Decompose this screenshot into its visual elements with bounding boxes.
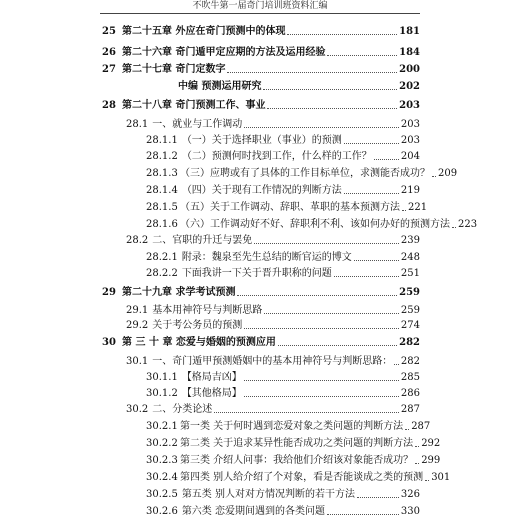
toc-entry[interactable]: [146, 387, 420, 400]
toc-entry-title: （二）预测何时找到工作，什么样的工作？: [181, 151, 372, 162]
toc-entry-page-number: 200: [399, 64, 420, 75]
toc-entry-number: 30.2.2: [146, 438, 178, 449]
toc-entry-number: 28.1.6: [146, 219, 178, 230]
toc-entry-number: 30.2: [126, 404, 149, 415]
toc-entry-number: 30.2.1: [146, 421, 178, 432]
toc-entry-page-number: 203: [399, 100, 420, 111]
toc-entry-title: （三）应聘或有了具体的工作目标单位，求测能否成功？: [180, 168, 430, 179]
toc-entry[interactable]: [146, 167, 458, 180]
leader-dots: [415, 446, 419, 447]
toc-entry-title: 第六类 恋爱期间遇到的各类问题: [181, 506, 325, 517]
toc-entry[interactable]: [102, 336, 420, 349]
toc-entry[interactable]: [146, 251, 420, 264]
toc-entry[interactable]: [102, 25, 420, 38]
leader-dots: [344, 193, 399, 194]
leader-dots: [244, 396, 399, 397]
toc-entry[interactable]: [146, 134, 420, 147]
toc-entry-page-number: 282: [399, 337, 420, 348]
leader-dots: [415, 463, 419, 464]
leader-dots: [287, 34, 397, 35]
toc-entry-page-number: 274: [400, 320, 420, 331]
toc-entry-page-number: 203: [400, 135, 420, 146]
toc-entry-number: 28.2: [126, 235, 149, 246]
toc-entry-page-number: 181: [399, 26, 420, 37]
leader-dots: [227, 72, 397, 73]
toc-entry-number: 28.2.1: [146, 252, 178, 263]
toc-entry[interactable]: [146, 371, 420, 384]
toc-entry[interactable]: [102, 286, 420, 299]
toc-entry[interactable]: [126, 319, 420, 332]
leader-dots: [214, 412, 399, 413]
toc-entry-title: 一、就业与工作调动: [152, 119, 243, 130]
toc-entry[interactable]: [146, 437, 441, 450]
toc-entry-page-number: 184: [399, 47, 420, 58]
toc-entry-title: 二、官职的升迁与罢免: [152, 235, 253, 246]
toc-entry-title: 中编 预测运用研究: [178, 81, 262, 92]
toc-entry[interactable]: [102, 63, 420, 76]
toc-entry[interactable]: [146, 150, 420, 163]
toc-entry[interactable]: [146, 488, 420, 501]
toc-entry[interactable]: [126, 234, 420, 247]
toc-entry-number: 28.1: [126, 119, 149, 130]
toc-entry-page-number: 223: [458, 219, 478, 230]
toc-entry-number: 30.2.4: [146, 472, 178, 483]
toc-entry-number: 29.1: [126, 305, 149, 316]
toc-entry[interactable]: [146, 505, 420, 518]
toc-entry-page-number: 326: [400, 489, 420, 500]
toc-entry-page-number: 248: [400, 252, 420, 263]
toc-entry-page-number: 259: [400, 305, 420, 316]
toc-entry-number: 28.1.3: [146, 168, 178, 179]
toc-entry[interactable]: [146, 267, 420, 280]
toc-entry-title: 【其他格局】: [181, 388, 242, 399]
toc-entry-page-number: 202: [399, 81, 420, 92]
toc-entry-number: 28.2.2: [146, 268, 178, 279]
leader-dots: [402, 210, 406, 211]
toc-entry-number: 30.2.5: [146, 489, 178, 500]
toc-entry-page-number: 221: [408, 202, 428, 213]
toc-entry-page-number: 239: [400, 235, 420, 246]
toc-entry-title: 第二十五章 外应在奇门预测中的体现: [122, 26, 286, 37]
toc-entry-number: 30.2.6: [146, 506, 178, 517]
toc-entry-page-number: 287: [400, 404, 420, 415]
leader-dots: [425, 480, 429, 481]
toc-entry-page-number: 287: [411, 421, 431, 432]
toc-entry-number: 30: [102, 337, 116, 348]
leader-dots: [254, 243, 399, 244]
toc-entry[interactable]: [126, 403, 420, 416]
toc-entry-page-number: 219: [400, 185, 420, 196]
leader-dots: [263, 89, 397, 90]
leader-dots: [452, 227, 456, 228]
toc-entry[interactable]: [102, 46, 420, 59]
toc-entry-number: 27: [102, 64, 116, 75]
toc-entry[interactable]: [126, 118, 420, 131]
toc-entry-title: 第二十六章 奇门遁甲定应期的方法及运用经验: [122, 47, 326, 58]
toc-entry[interactable]: [146, 454, 441, 467]
toc-entry-title: 一、奇门遁甲预测婚姻中的基本用神符号与判断思路：: [152, 356, 393, 367]
toc-entry-number: 28.1.5: [146, 202, 178, 213]
toc-entry-number: 29: [102, 287, 116, 298]
toc-entry[interactable]: [146, 201, 428, 214]
toc-entry-number: 30.1: [126, 356, 149, 367]
leader-dots: [237, 295, 397, 296]
toc-entry-title: 基本用神符号与判断思路: [152, 305, 263, 316]
toc-entry[interactable]: [146, 471, 451, 484]
toc-entry-title: （六）工作调动好不好、辞职利不利、该如何办好的预测方法: [180, 219, 450, 230]
leader-dots: [405, 429, 409, 430]
toc-entry-page-number: 330: [400, 506, 420, 517]
toc-entry-page-number: 203: [400, 119, 420, 130]
toc-entry-title: 附录：魏泉至先生总结的断官运的博文: [181, 252, 352, 263]
toc-entry-title: 第二类 关于追求某异性能否成功之类问题的判断方法: [180, 438, 414, 449]
toc-entry-number: 25: [102, 26, 116, 37]
toc-entry-title: （五）关于工作调动、辞职、革职的基本预测方法: [180, 202, 400, 213]
toc-entry-title: 二、分类论述: [152, 404, 213, 415]
toc-entry-number: 28.1.2: [146, 151, 178, 162]
toc-entry[interactable]: [126, 304, 420, 317]
toc-entry-page-number: 301: [431, 472, 451, 483]
leader-dots: [244, 380, 399, 381]
leader-dots: [264, 313, 399, 314]
toc-entry-number: 26: [102, 47, 116, 58]
toc-entry[interactable]: [146, 420, 431, 433]
toc-entry-page-number: 285: [400, 372, 420, 383]
toc-entry-number: 30.1.2: [146, 388, 178, 399]
toc-entry-number: 28.1.4: [146, 185, 178, 196]
toc-entry-title: 第二十七章 奇门定数字: [122, 64, 226, 75]
toc-entry-number: 29.2: [126, 320, 149, 331]
toc-entry[interactable]: [146, 184, 420, 197]
toc-entry-title: 第二十九章 求学考试预测: [122, 287, 236, 298]
toc-entry-title: 【格局吉凶】: [181, 372, 242, 383]
leader-dots: [267, 108, 397, 109]
toc-entry-page-number: 299: [421, 455, 441, 466]
leader-dots: [394, 364, 399, 365]
toc-entry-title: 第 三 十 章 恋爱与婚姻的预测应用: [122, 337, 276, 348]
toc-entry-title: 第五类 别人对对方情况判断的若干方法: [181, 489, 355, 500]
running-header: 不吹牛第一届奇门培训班资料汇编: [192, 1, 328, 11]
toc-entry-number: 30.2.3: [146, 455, 178, 466]
leader-dots: [344, 143, 399, 144]
leader-dots: [327, 514, 399, 515]
toc-entry[interactable]: [146, 218, 478, 231]
toc-entry[interactable]: [178, 80, 420, 93]
toc-entry[interactable]: [102, 99, 420, 112]
leader-dots: [432, 176, 436, 177]
toc-entry-page-number: 292: [421, 438, 441, 449]
toc-entry-title: （四）关于现有工作情况的判断方法: [181, 185, 342, 196]
leader-dots: [374, 159, 399, 160]
toc-entry-number: 30.1.1: [146, 372, 178, 383]
leader-dots: [244, 328, 399, 329]
toc-entry-page-number: 204: [400, 151, 420, 162]
toc-entry-page-number: 209: [438, 168, 458, 179]
toc-entry-number: 28.1.1: [146, 135, 178, 146]
leader-dots: [327, 55, 397, 56]
toc-entry-number: 28: [102, 100, 116, 111]
toc-entry-title: 下面我讲一下关于晋升职称的问题: [181, 268, 332, 279]
leader-dots: [278, 345, 397, 346]
toc-entry-page-number: 286: [400, 388, 420, 399]
toc-entry-page-number: 259: [399, 287, 420, 298]
leader-dots: [334, 276, 399, 277]
toc-entry-page-number: 282: [400, 356, 420, 367]
toc-entry-title: 关于考公务员的预测: [152, 320, 243, 331]
toc-entry-page-number: 251: [400, 268, 420, 279]
toc-entry-title: 第一类 关于何时遇到恋爱对象之类问题的判断方法: [180, 421, 404, 432]
toc-entry-title: （一）关于选择职业（事业）的预测: [181, 135, 342, 146]
toc-entry-title: 第三类 介绍人问事：我给他们介绍该对象能否成功？: [180, 455, 414, 466]
toc-entry[interactable]: [126, 355, 420, 368]
leader-dots: [244, 127, 399, 128]
leader-dots: [354, 260, 399, 261]
toc-entry-title: 第四类 别人给介绍了个对象，看是否能谈成之类的预测: [180, 472, 424, 483]
toc-entry-title: 第二十八章 奇门预测工作、事业: [122, 100, 266, 111]
leader-dots: [357, 497, 399, 498]
